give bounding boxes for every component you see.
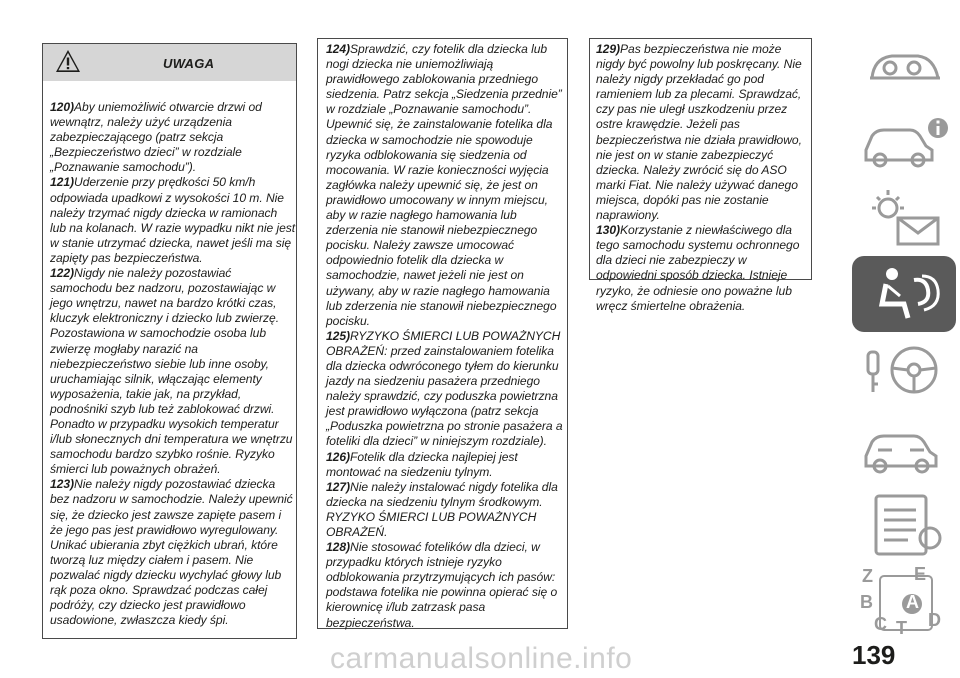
warning-lights-message-icon [852,178,956,254]
note-129: 129)Pas bezpieczeństwa nie może nigdy być powolny lub poskręcany. Nie należy nigdy przekładać go pod ramieniem lub za plecami. Sprawdzać, czy pas nie uległ uszkodzeniu przez ostre krawędzie. Jeżeli pas bezpieczeństwa nie działa prawidłowo, nie jest on w stanie zabezpieczyć dziecka. Należy zwrócić się do ASO marki Fiat. Nie należy używać danego miejsca, dopóki pas nie zostanie naprawiony. [596,42,802,223]
index-letter-a: A [906,592,919,612]
note-127: 127)Nie należy instalować nigdy fotelika dla dziecka na siedzeniu tylnym środkowym. RYZYKO ŚMIERCI LUB POWAŻNYCH OBRAŻEŃ. [326,479,558,539]
car-info-icon [852,102,956,178]
tab-emergency[interactable] [852,408,956,484]
seat-airbag-safety-icon [852,256,956,332]
car-service-icon [852,486,956,562]
car-dashboard-icon [852,28,956,104]
index-letter-b: B [860,592,873,612]
page-number: 139 [852,640,896,670]
tab-safety[interactable] [852,256,956,332]
note-123: 123)Nie należy nigdy pozostawiać dziecka bez nadzoru w samochodzie. Należy upewnić się, że dziecko jest zawsze zapięte pasem i że jego pas jest prawidłowo wyregulowany. Unikać ubierania zbyt ciężkich ubrań, które tworzą luz między ciałem i pasem. Nie pozwalać nigdy dziecku wychylać głowy lub rąk poza okno. Sprawdzać podczas całej podróży, czy dziecko jest prawidłowo usadowione, zwłaszcza kiedy śpi. [50,477,293,628]
column-2-text [326,42,565,631]
column-1-text [50,100,296,628]
note-120: 120)Aby uniemożliwić otwarcie drzwi od wewnątrz, należy użyć urządzenia zabezpieczającego (patrz sekcja „Bezpieczeństwo dzieci” w rozdziale „Poznawanie samochodu”). [50,100,262,175]
tab-index[interactable] [852,564,956,640]
note-128: 128)Nie stosować fotelików dla dzieci, w przypadku których istnieje ryzyko odblokowania przytrzymujących ich pasów: podstawa fotelika nie powinna opierać się o kierownicę i/lub zatrzask pasa bezpieczeństwa. [326,540,558,630]
note-122: 122)Nigdy nie należy pozostawiać samochodu bez nadzoru, pozostawiając w jego wnętrzu, nawet na bardzo krótki czas, kluczyk elektroniczny i dziecko lub zwierzę. Pozostawiona w samochodzie osoba lub zwierzę mogłaby narazić na niebezpieczeństwo siebie lub inne osoby, uruchamiając silnik, włączając elementy wyposażenia, takie jak, na przykład, podnośniki szyb lub też zablokować drzwi. Ponadto w przypadku wysokich temperatur i/lub słonecznych dni temperatura we wnętrzu samochodu bardzo szybko rośnie. Ryzyko śmierci lub poważnych obrażeń. [50,266,293,477]
watermark: carmanualsonline.info [330,642,633,675]
column-3-text [596,42,809,314]
index-letter-d: D [928,610,941,630]
index-letter-z: Z [862,566,873,586]
index-letter-t: T [896,618,907,638]
tab-starting-driving[interactable] [852,332,956,408]
note-121: 121)Uderzenie przy prędkości 50 km/h odpowiada upadkowi z wysokości 10 m. Nie należy trzymać nigdy dziecka w ramionach lub na kolanach. W razie wypadku nikt nie jest w stanie utrzymać dziecka, nawet jeśli ma się zapięty pas bezpieczeństwa. [50,175,296,265]
index-letter-c: C [874,614,887,634]
index-letter-e: E [914,564,927,584]
car-warning-triangle-icon [852,408,956,484]
tab-dashboard[interactable] [852,28,956,104]
tab-maintenance[interactable] [852,486,956,562]
tab-warning-lights[interactable] [852,178,956,254]
note-125: 125)RYZYKO ŚMIERCI LUB POWAŻNYCH OBRAŻEŃ: przed zainstalowaniem fotelika dla dziecka odwróconego tyłem do kierunku jazdy na siedzeniu pasażera przedniego należy sprawdzić, czy poduszka powietrzna jest prawidłowo wyłączona (patrz sekcja „Poduszka powietrzna po stronie pasażera a foteliki dla dzieci” w niniejszym rozdziale). [326,328,563,449]
warning-header [43,44,296,81]
tab-car-info[interactable] [852,102,956,178]
note-126: 126)Fotelik dla dziecka najlepiej jest montować na siedzeniu tylnym. [326,449,518,479]
key-steering-wheel-icon [852,332,956,408]
note-130: 130)Korzystanie z niewłaściwego dla tego samochodu systemu ochronnego dla dzieci nie zabezpieczy w odpowiedni sposób dziecka. Istnieje ryzyko, że odniesie ono poważne lub wręcz śmiertelne obrażenia. [596,223,800,313]
warning-title: UWAGA [163,56,215,71]
chapter-sidebar [848,28,960,668]
warning-triangle-icon [55,48,81,74]
note-124: 124)Sprawdzić, czy fotelik dla dziecka lub nogi dziecka nie uniemożliwiają prawidłowego zablokowania przedniego siedzenia. Patrz sekcja „Siedzenia przednie” w rozdziale „Poznawanie samochodu”. Upewnić się, że zainstalowanie fotelika dla dziecka w samochodzie nie spowoduje ryzyka odblokowania się siedzenia od mocowania. W razie konieczności wyjęcia zagłówka należy upewnić się, że jest on prawidłowo umocowany w innym miejscu, aby w razie nagłego hamowania lub zderzenia nie stanowił niebezpiecznego pocisku. Należy zawsze umocować odpowiednio fotelik dla dziecka w samochodzie, nawet jeżeli nie jest on używany, aby w razie nagłego hamowania lub zderzenia nie stanowił niebezpiecznego pocisku. [326,42,562,328]
